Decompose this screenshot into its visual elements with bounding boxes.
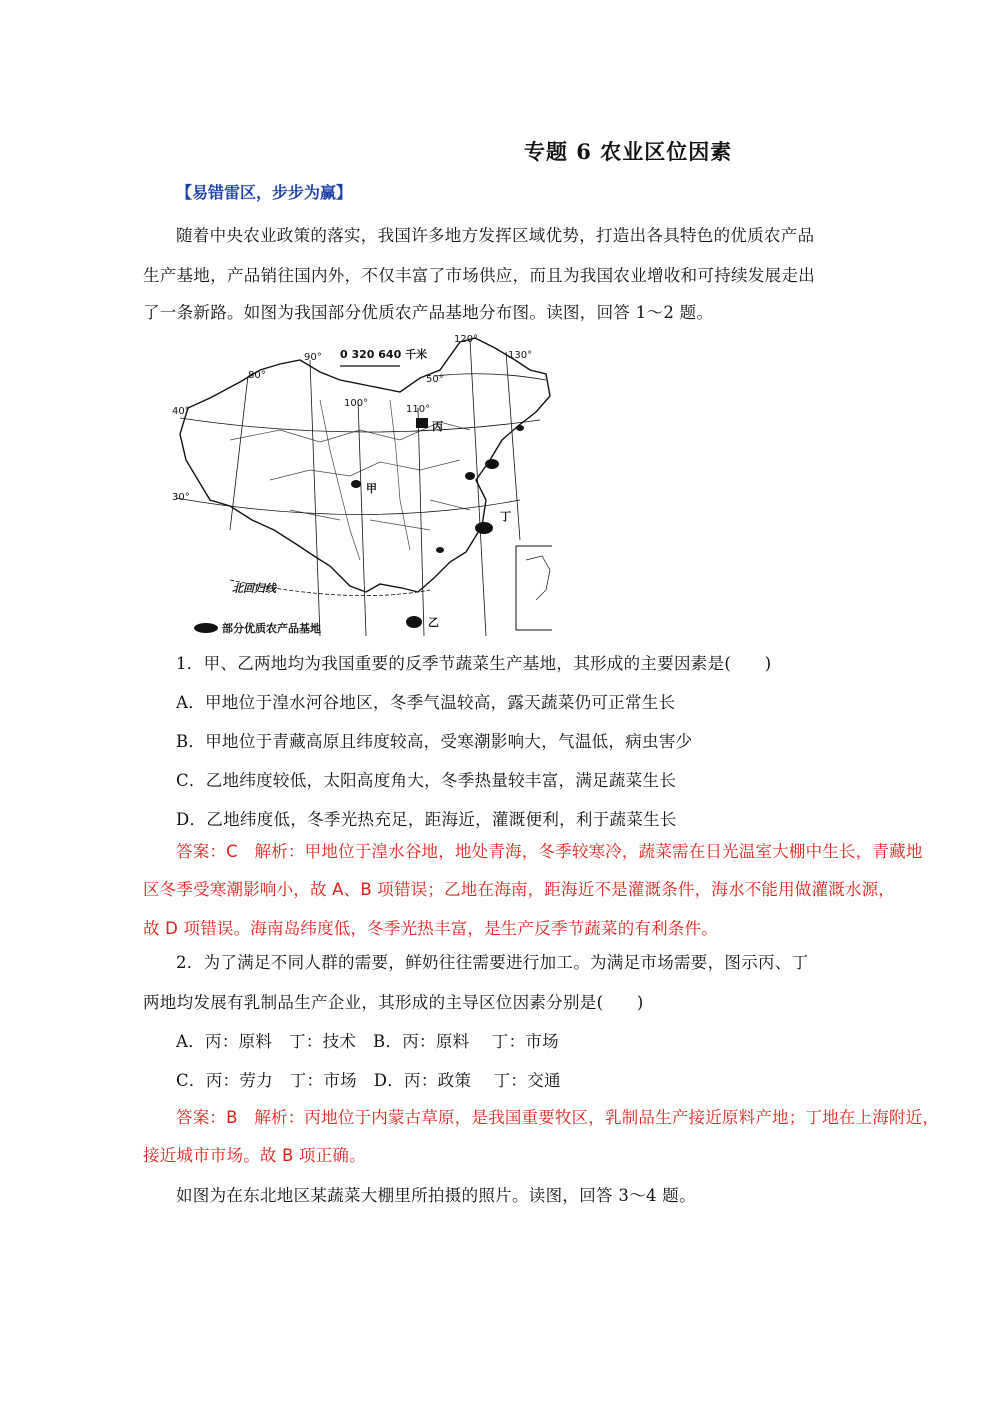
scale-label: 0 320 640 千米 xyxy=(340,348,428,361)
base-marker xyxy=(465,472,475,480)
q2-options-cd: C．丙：劳力 丁：市场 D．丙：政策 丁：交通 xyxy=(176,1071,561,1090)
lon-label: 120° xyxy=(454,334,479,345)
q2-stem-line-2: 两地均发展有乳制品生产企业，其形成的主导区位因素分别是( ) xyxy=(143,993,644,1012)
place-label-bing: 丙 xyxy=(432,420,443,433)
place-label-yi: 乙 xyxy=(428,616,439,629)
base-marker xyxy=(351,480,361,488)
q2-stem-line-1: 2．为了满足不同人群的需要，鲜奶往往需要进行加工。为满足市场需要，图示丙、丁 xyxy=(176,953,809,972)
page-title: 专题 6 农业区位因素 xyxy=(524,139,733,164)
q2-answer-line-1: 答案：B 解析：丙地位于内蒙古草原，是我国重要牧区，乳制品生产接近原料产地；丁地在上海附近， xyxy=(176,1108,940,1127)
section-label: 【易错雷区，步步为赢】 xyxy=(176,183,353,202)
china-agri-base-map xyxy=(170,330,552,638)
base-marker xyxy=(436,547,444,553)
lat-label: 50° xyxy=(426,374,444,385)
base-marker xyxy=(416,418,428,428)
intro-line-2: 生产基地，产品销往国内外，不仅丰富了市场供应，而且为我国农业增收和可持续发展走出 xyxy=(143,266,815,285)
lon-label: 90° xyxy=(304,352,322,363)
legend-swatch xyxy=(194,623,218,633)
base-marker xyxy=(516,425,524,431)
q1-answer-line-1: 答案：C 解析：甲地位于湟水谷地，地处青海，冬季较寒冷，蔬菜需在日光温室大棚中生长，青藏地 xyxy=(176,842,923,861)
place-label-jia: 甲 xyxy=(366,482,377,495)
q1-option-d: D．乙地纬度低，冬季光热充足，距海近，灌溉便利，利于蔬菜生长 xyxy=(176,810,677,829)
lat-label: 40° xyxy=(172,406,190,417)
legend-label: 部分优质农产品基地 xyxy=(222,622,321,635)
lon-label: 110° xyxy=(406,404,431,415)
q1-stem: 1．甲、乙两地均为我国重要的反季节蔬菜生产基地，其形成的主要因素是( ) xyxy=(176,654,772,673)
q1-answer-line-2: 区冬季受寒潮影响小，故 A、B 项错误；乙地在海南，距海近不是灌溉条件，海水不能用做灌溉水源， xyxy=(143,880,895,899)
lon-label: 130° xyxy=(508,350,533,361)
q1-option-b: B．甲地位于青藏高原且纬度较高，受寒潮影响大，气温低，病虫害少 xyxy=(176,732,693,751)
intro-line-1: 随着中央农业政策的落实，我国许多地方发挥区域优势，打造出各具特色的优质农产品 xyxy=(176,226,815,245)
place-label-ding: 丁 xyxy=(500,510,511,523)
q2-answer-line-2: 接近城市市场。故 B 项正确。 xyxy=(143,1146,366,1165)
lon-label: 100° xyxy=(344,398,369,409)
q1-option-a: A．甲地位于湟水河谷地区，冬季气温较高，露天蔬菜仍可正常生长 xyxy=(176,693,676,712)
lon-label: 80° xyxy=(248,370,266,381)
lat-label: 30° xyxy=(172,492,190,503)
q2-options-ab: A．丙：原料 丁：技术 B．丙：原料 丁：市场 xyxy=(176,1032,559,1051)
base-marker xyxy=(406,616,422,628)
q1-option-c: C．乙地纬度较低，太阳高度角大，冬季热量较丰富，满足蔬菜生长 xyxy=(176,771,677,790)
base-marker xyxy=(485,459,499,469)
intro-line-3: 了一条新路。如图为我国部分优质农产品基地分布图。读图，回答 1～2 题。 xyxy=(143,303,714,322)
next-intro: 如图为在东北地区某蔬菜大棚里所拍摄的照片。读图，回答 3～4 题。 xyxy=(176,1186,696,1205)
q1-answer-line-3: 故 D 项错误。海南岛纬度低，冬季光热丰富，是生产反季节蔬菜的有利条件。 xyxy=(143,919,718,938)
tropic-label: 北回归线 xyxy=(232,582,276,595)
base-marker xyxy=(475,522,493,534)
